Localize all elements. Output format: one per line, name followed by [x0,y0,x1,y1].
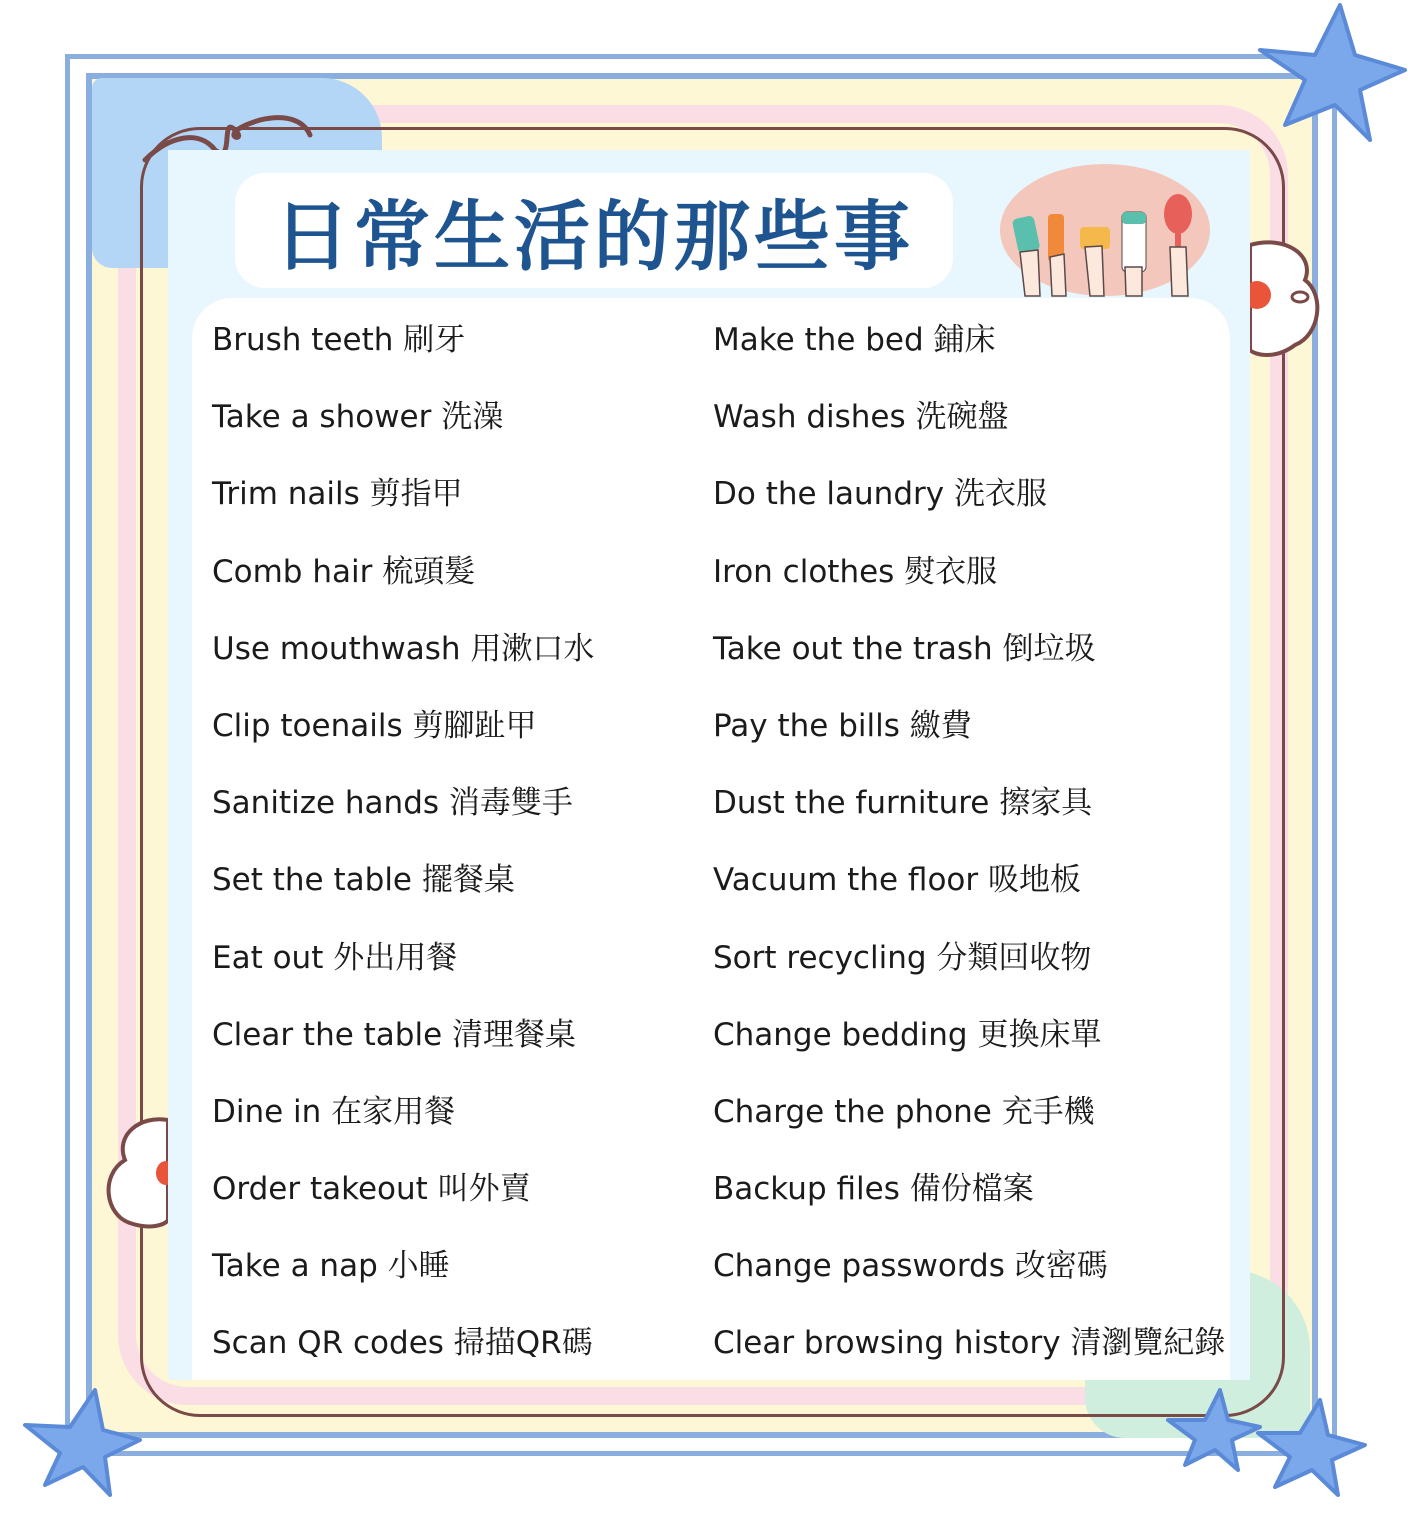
list-item: Use mouthwash 用漱口水 [212,630,595,667]
list-item: Backup files 備份檔案 [713,1171,1034,1208]
list-item: Dine in 在家用餐 [212,1093,456,1130]
list-item: Clip toenails 剪腳趾甲 [212,707,537,744]
list-item: Pay the bills 繳費 [713,707,972,744]
list-item: Order takeout 叫外賣 [212,1171,531,1208]
list-item: Dust the furniture 擦家具 [713,785,1093,822]
list-item: Take out the trash 倒垃圾 [713,630,1096,667]
list-item: Set the table 擺餐桌 [212,862,515,899]
list-item: Iron clothes 熨衣服 [713,553,998,590]
star-icon [1250,1395,1370,1500]
cloud-face-icon [1245,235,1325,365]
list-item: Clear browsing history 清瀏覽紀錄 [713,1325,1226,1362]
list-item: Sort recycling 分類回收物 [713,939,1092,976]
left-column [212,318,594,1399]
right-column [713,318,1225,1399]
page-title: 日常生活的那些事 [274,192,914,281]
list-item: Change bedding 更換床單 [713,1016,1102,1053]
star-icon [15,1385,145,1500]
list-item: Change passwords 改密碼 [713,1248,1108,1285]
list-item: Clear the table 清理餐桌 [212,1016,577,1053]
list-item: Scan QR codes 掃描QR碼 [212,1325,593,1362]
list-item: Eat out 外出用餐 [212,939,458,976]
list-item: Trim nails 剪指甲 [212,476,463,513]
star-icon [1240,0,1408,145]
list-item: Make the bed 鋪床 [713,322,996,358]
title-banner [235,173,953,288]
list-item: Wash dishes 洗碗盤 [713,399,1009,436]
list-item: Brush teeth 刷牙 [212,322,466,358]
list-item: Take a shower 洗澡 [212,399,504,436]
list-item: Vacuum the floor 吸地板 [713,862,1081,899]
cloud-face-icon [100,1115,170,1230]
toiletries-illustration [1000,162,1210,298]
list-item: Sanitize hands 消毒雙手 [212,785,573,822]
list-item: Do the laundry 洗衣服 [713,476,1047,513]
list-item: Comb hair 梳頭髮 [212,553,476,590]
list-item: Charge the phone 充手機 [713,1093,1095,1130]
list-item: Take a nap 小睡 [212,1248,450,1285]
